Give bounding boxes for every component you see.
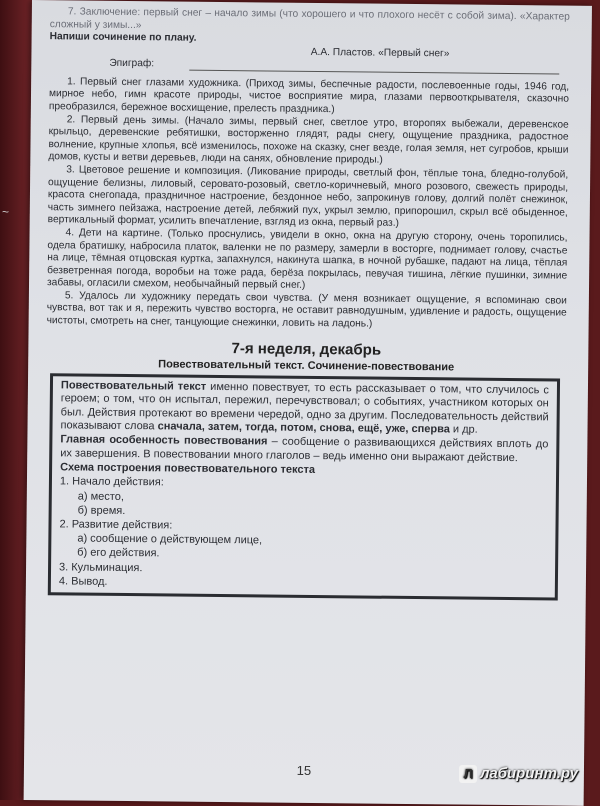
watermark xyxy=(459,765,578,783)
definition-term: Повествовательный текст xyxy=(60,378,207,393)
definition-paragraph xyxy=(60,379,549,438)
page-number: 15 xyxy=(296,762,312,778)
sequence-words: сначала, затем, тогда, потом, снова, ещё, уже, сперва xyxy=(157,420,450,436)
scheme-item: 4. Вывод. xyxy=(58,575,108,588)
definition-text: именно повествует, то есть рассказывает о том, что случилось с героем; о том, что он испытал, пережил, перечувствовал; о событиях, участником которых он был. Действия протекают во времени чередой, одно за другим. Последовательность действий показывают слова xyxy=(60,380,550,433)
book-page xyxy=(24,0,592,806)
plan-item: 3. Цветовое решение и композиция. (Ликование природы, светлый фон, тёплые тона, бледно-голубой, ощущение белизны, лиловый, серовато-розовый, светло-коричневый, много розового, свежесть природы, красота снегопада, праздничное настроение, бездонное небо, запрокинув голову, долгий полёт снежинок, часть зимнего пейзажа, настроение детей, лебяжий пух, укрыл землю, припорошил, скрыл всё обыденное, вертикальный формат, усилить впечатление, взгляд из окна, первый раз.) xyxy=(47,164,569,230)
scheme-item: 1. Начало действия: xyxy=(59,475,164,489)
week-heading: 7-я неделя, декабрь xyxy=(231,339,382,359)
section-subtitle: Повествовательный текст. Сочинение-повествование xyxy=(158,357,455,374)
epigraph-blank-line xyxy=(189,69,559,74)
page-content xyxy=(44,6,570,600)
epigraph-author: А.А. Пластов. «Первый снег» xyxy=(310,46,450,60)
plan-item: 2. Первый день зимы. (Начало зимы, первый снег, светлое утро, второпях выбежали, деревенское крыльцо, деревенские ребятишки, восторженно глядят, рады снегу, ощущение праздника, радостное волнение, крупные хлопья, всё изменилось, похоже на сказку, снег везде, голая земля, нет сугробов, крыши домов, кусты и ветви деревьев, люди на санях, обновление природы.) xyxy=(48,113,569,167)
main-feature-text: – сообщение о развивающихся действиях вплоть до их завершения. В повествовании много глаголов – ведь именно они выражают действие. xyxy=(60,435,549,464)
plan-item: 4. Дети на картине. (Только проснулись, увидели в окно, окна на другую сторону, очень торопились, одела братишку, набросила платок, валенки не по размеру, замерли в восторге, поднимает голову, счастье на лице, тёмная отцовская куртка, запахнулся, накинута шапка, в ночной рубашке, падают на лица, тёплая безветренная погода, воробьи на тоже рада, берёза покрылась, певучая тишина, лёгкие пушинки, зимние забавы, огласили смехом, необычайный первый снег.) xyxy=(46,227,568,292)
scheme-subitem: б) время. xyxy=(77,504,126,517)
plan-item: 5. Удалось ли художнику передать свои чувства. (У меня возникает ощущение, я вспоминаю свои чувства, вот так и я, пережить чувство восторга, не оставит равнодушным, удивление и радость, ощущение чистоты, смотреть на снег, танцующие снежинки, ловить на ладонь.) xyxy=(46,290,567,330)
plan-list xyxy=(47,76,570,333)
scheme-item: 2. Развитие действия: xyxy=(59,518,173,532)
watermark-text: лабиринт.ру xyxy=(480,765,578,782)
main-feature-term: Главная особенность повествования xyxy=(60,433,268,448)
scheme-list xyxy=(59,475,548,594)
task-text: Напиши сочинение по плану. xyxy=(49,31,197,44)
conclusion-item: 7. Заключение: первый снег – начало зимы (что хорошего и что плохого несёт с собой зима). «Характер сложный у зимы...» xyxy=(49,6,570,31)
scheme-item: 3. Кульминация. xyxy=(59,560,143,574)
scheme-subitem: б) его действия. xyxy=(77,546,160,560)
epigraph-label: Эпиграф: xyxy=(109,57,155,70)
scheme-title: Схема построения повествовательного текста xyxy=(60,461,316,477)
rule-box xyxy=(48,373,560,601)
epigraph xyxy=(49,44,569,75)
plan-item: 1. Первый снег глазами художника. (Приход зимы, беспечные радости, послевоенные годы, 1946 год, мирное небо, гимн красоте природы, чистое восприятие мира, глазами первооткрывателя, сказочно преобразился, бережное восхищение, прелесть праздника.) xyxy=(48,76,570,116)
scheme-subitem: а) сообщение о действующем лице, xyxy=(77,532,263,547)
labirint-logo-icon: Л xyxy=(459,765,477,783)
definition-end: и др. xyxy=(449,423,478,437)
edge-mark: ~ xyxy=(2,205,10,219)
scheme-subitem: а) место, xyxy=(77,490,124,503)
